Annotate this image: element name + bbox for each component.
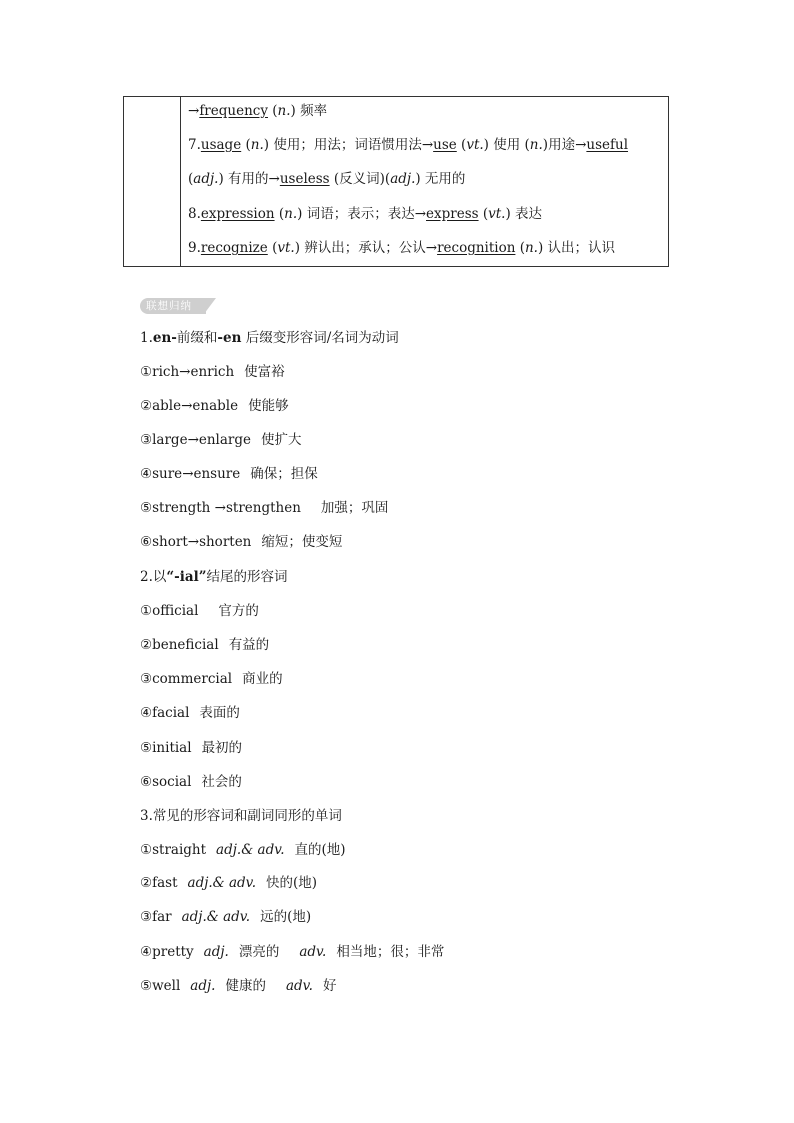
list-item bbox=[140, 977, 336, 995]
part-of-speech: n. bbox=[529, 137, 543, 153]
table-text: ) 有用的→ bbox=[218, 171, 280, 187]
item-text: ④ bbox=[140, 466, 153, 482]
item-text: ② bbox=[140, 398, 153, 414]
word: well bbox=[152, 978, 181, 994]
table-text: )用途→ bbox=[542, 137, 587, 153]
word: straight bbox=[152, 842, 207, 858]
meaning: 好 bbox=[322, 978, 337, 994]
derived-word: ensure bbox=[193, 466, 241, 482]
table-text: ) 频率 bbox=[290, 103, 328, 119]
word: strength bbox=[152, 500, 211, 516]
table-row bbox=[188, 239, 615, 257]
meaning: 健康的 bbox=[225, 978, 266, 994]
item-text: → bbox=[182, 466, 194, 482]
derived-word: enable bbox=[192, 398, 239, 414]
answer-word: expression bbox=[200, 206, 275, 222]
part-of-speech: adj.& adv. bbox=[216, 842, 285, 858]
item-text: ⑥ bbox=[140, 534, 153, 550]
heading-number: 1. bbox=[140, 330, 153, 346]
word: far bbox=[152, 909, 172, 925]
meaning: 使能够 bbox=[248, 398, 289, 414]
part-of-speech: adj.& adv. bbox=[187, 875, 256, 891]
answer-word: recognition bbox=[437, 240, 516, 256]
meaning: 有益的 bbox=[228, 637, 270, 653]
item-number: 8. bbox=[188, 206, 201, 222]
section-heading bbox=[140, 329, 399, 347]
meaning: 最初的 bbox=[201, 740, 243, 756]
heading-text: 常见的形容词和副词同形的单词 bbox=[152, 808, 342, 824]
meaning: 确保；担保 bbox=[250, 466, 318, 482]
list-item bbox=[140, 533, 342, 551]
part-of-speech: n. bbox=[524, 240, 538, 256]
item-text: ② bbox=[140, 875, 153, 891]
meaning: 快的(地) bbox=[266, 875, 318, 891]
list-item bbox=[140, 602, 259, 620]
table-text: ( bbox=[267, 240, 278, 256]
heading-bold: en- bbox=[152, 330, 177, 346]
item-text: → bbox=[187, 432, 199, 448]
answer-word: useless bbox=[279, 171, 330, 187]
list-item bbox=[140, 670, 283, 688]
list-item bbox=[140, 397, 289, 415]
heading-number: 3. bbox=[140, 808, 153, 824]
part-of-speech: vt. bbox=[277, 240, 295, 256]
list-item bbox=[140, 773, 242, 791]
word: rich bbox=[152, 364, 180, 380]
heading-bold: “-ial” bbox=[166, 569, 207, 585]
word: social bbox=[152, 774, 192, 790]
list-item bbox=[140, 431, 302, 449]
table-text: ) 无用的 bbox=[415, 171, 466, 187]
tag-tail bbox=[204, 298, 216, 314]
item-text: ⑤ bbox=[140, 978, 153, 994]
item-text: ④ bbox=[140, 944, 153, 960]
item-text: ③ bbox=[140, 671, 153, 687]
answer-word: express bbox=[426, 206, 479, 222]
table-text: ( bbox=[274, 206, 285, 222]
item-text: ④ bbox=[140, 705, 153, 721]
heading-text: 后缀变形容词/名词为动词 bbox=[241, 330, 399, 346]
item-text: ③ bbox=[140, 432, 153, 448]
word: large bbox=[152, 432, 188, 448]
section-heading bbox=[140, 807, 342, 825]
item-number: 7. bbox=[188, 137, 201, 153]
item-text: ① bbox=[140, 603, 153, 619]
meaning: 表面的 bbox=[199, 705, 240, 721]
word: able bbox=[152, 398, 182, 414]
part-of-speech: vt. bbox=[488, 206, 506, 222]
table-row bbox=[188, 205, 542, 223]
item-text: → bbox=[179, 364, 191, 380]
table-text: ) 使用 ( bbox=[483, 137, 530, 153]
table-text: ( bbox=[267, 103, 278, 119]
table-column-divider bbox=[180, 97, 181, 266]
item-text: ① bbox=[140, 842, 153, 858]
list-item bbox=[140, 499, 388, 517]
tag-label: 联想归纳 bbox=[146, 300, 192, 312]
item-text: ⑥ bbox=[140, 774, 153, 790]
item-text: → bbox=[187, 534, 200, 550]
derived-word: strengthen bbox=[225, 500, 301, 516]
part-of-speech: adj. bbox=[193, 171, 219, 187]
list-item bbox=[140, 704, 240, 722]
item-text: ③ bbox=[140, 909, 153, 925]
table-text: → bbox=[188, 103, 200, 119]
table-row bbox=[188, 102, 327, 120]
answer-word: usage bbox=[200, 137, 242, 153]
table-text: ( bbox=[188, 171, 194, 187]
heading-number: 2. bbox=[140, 569, 153, 585]
table-text: ) 使用；用法；词语惯用法→ bbox=[263, 137, 434, 153]
list-item bbox=[140, 465, 318, 483]
item-text: ① bbox=[140, 364, 153, 380]
table-row bbox=[188, 170, 465, 188]
meaning: 远的(地) bbox=[260, 909, 312, 925]
part-of-speech: adj. bbox=[390, 171, 416, 187]
item-number: 9. bbox=[188, 240, 201, 256]
list-item bbox=[140, 363, 285, 381]
answer-word: frequency bbox=[199, 103, 268, 119]
word: facial bbox=[152, 705, 190, 721]
part-of-speech: vt. bbox=[466, 137, 484, 153]
table-text: ) 表达 bbox=[505, 206, 543, 222]
part-of-speech: adj. bbox=[190, 978, 216, 994]
part-of-speech: n. bbox=[284, 206, 298, 222]
word: initial bbox=[152, 740, 192, 756]
list-item bbox=[140, 943, 444, 961]
meaning: 商业的 bbox=[242, 671, 283, 687]
answer-word: use bbox=[433, 137, 457, 153]
part-of-speech: adv. bbox=[299, 944, 327, 960]
table-row bbox=[188, 136, 628, 154]
word: short bbox=[152, 534, 188, 550]
word: official bbox=[152, 603, 199, 619]
part-of-speech: adj.& adv. bbox=[181, 909, 251, 925]
answer-word: recognize bbox=[200, 240, 268, 256]
part-of-speech: adj. bbox=[203, 944, 229, 960]
answer-word: useful bbox=[586, 137, 629, 153]
table-text: ( bbox=[478, 206, 489, 222]
list-item bbox=[140, 874, 317, 892]
list-item bbox=[140, 841, 346, 859]
table-text: ) 词语；表示；表达→ bbox=[297, 206, 427, 222]
list-item bbox=[140, 636, 269, 654]
derived-word: enlarge bbox=[198, 432, 252, 448]
meaning: 官方的 bbox=[218, 603, 259, 619]
section-heading bbox=[140, 568, 288, 586]
meaning: 使扩大 bbox=[261, 432, 302, 448]
derived-word: enrich bbox=[190, 364, 235, 380]
meaning: 直的(地) bbox=[294, 842, 346, 858]
word: pretty bbox=[152, 944, 194, 960]
table-text: ( bbox=[456, 137, 467, 153]
section-tag bbox=[140, 298, 216, 314]
meaning: 相当地；很；非常 bbox=[336, 944, 445, 960]
table-text: (反义词)( bbox=[329, 171, 391, 187]
derived-word: shorten bbox=[199, 534, 252, 550]
item-text: → bbox=[210, 500, 226, 516]
item-text: ⑤ bbox=[140, 740, 153, 756]
word: fast bbox=[152, 875, 178, 891]
table-text: ) 辨认出；承认；公认→ bbox=[294, 240, 438, 256]
list-item bbox=[140, 739, 242, 757]
vocabulary-table bbox=[123, 96, 669, 267]
part-of-speech: n. bbox=[250, 137, 264, 153]
table-text: ( bbox=[515, 240, 525, 256]
part-of-speech: n. bbox=[277, 103, 291, 119]
word: sure bbox=[152, 466, 183, 482]
heading-text: 前缀和 bbox=[176, 330, 218, 346]
meaning: 缩短；使变短 bbox=[261, 534, 343, 550]
item-text: → bbox=[181, 398, 193, 414]
table-text: ( bbox=[241, 137, 251, 153]
part-of-speech: adv. bbox=[285, 978, 313, 994]
meaning: 加强；巩固 bbox=[320, 500, 389, 516]
table-text: ) 认出；认识 bbox=[537, 240, 616, 256]
word: beneficial bbox=[152, 637, 219, 653]
meaning: 漂亮的 bbox=[238, 944, 280, 960]
heading-text: 结尾的形容词 bbox=[206, 569, 288, 585]
item-text: ⑤ bbox=[140, 500, 153, 516]
heading-text: 以 bbox=[152, 569, 167, 585]
meaning: 使富裕 bbox=[244, 364, 285, 380]
item-text: ② bbox=[140, 637, 153, 653]
word: commercial bbox=[152, 671, 233, 687]
heading-bold: -en bbox=[217, 330, 242, 346]
list-item bbox=[140, 908, 311, 926]
meaning: 社会的 bbox=[201, 774, 242, 790]
